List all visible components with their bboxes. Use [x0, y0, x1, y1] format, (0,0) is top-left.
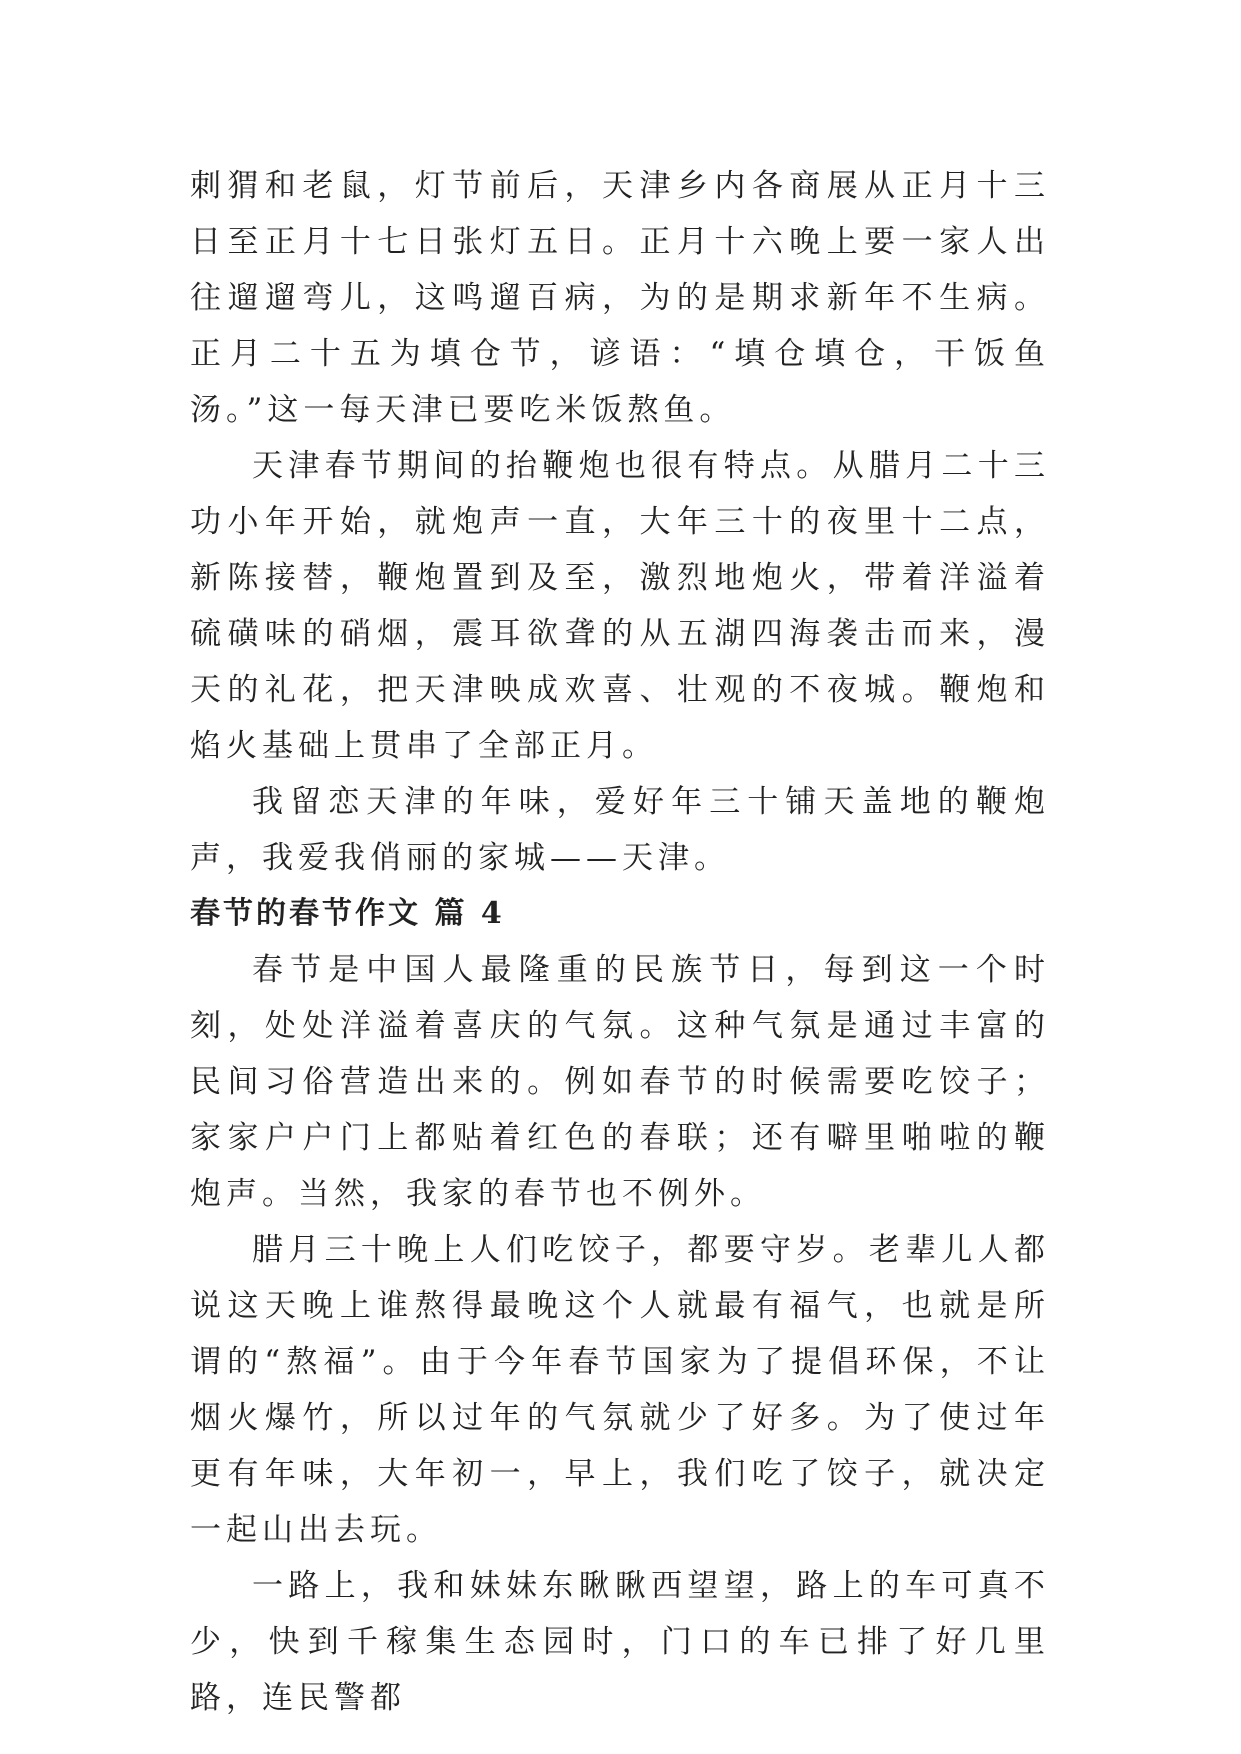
- section-paragraph-1: 春节是中国人最隆重的民族节日，每到这一个时刻，处处洋溢着喜庆的气氛。这种气氛是通过丰富的民间习俗营造出来的。例如春节的时候需要吃饺子；家家户户门上都贴着红色的春联；还有噼里啪啦的鞭炮声。当然，我家的春节也不例外。: [190, 952, 1050, 1212]
- section-heading: 春节的春节作文 篇 4: [190, 896, 505, 931]
- section-paragraph-2: 腊月三十晚上人们吃饺子，都要守岁。老辈儿人都说这天晚上谁熬得最晚这个人就最有福气，也就是所谓的“熬福”。由于今年春节国家为了提倡环保，不让烟火爆竹，所以过年的气氛就少了好多。为了使过年更有年味，大年初一，早上，我们吃了饺子，就决定一起山出去玩。: [190, 1232, 1050, 1548]
- section-paragraph-3: 一路上，我和妹妹东瞅瞅西望望，路上的车可真不少，快到千稼集生态园时，门口的车已排了好几里路，连民警都: [190, 1568, 1050, 1716]
- document-body: [190, 158, 1050, 1726]
- paragraph-2: 天津春节期间的抬鞭炮也很有特点。从腊月二十三功小年开始，就炮声一直，大年三十的夜里十二点，新陈接替，鞭炮置到及至，激烈地炮火，带着洋溢着硫磺味的硝烟，震耳欲聋的从五湖四海袭击而来，漫天的礼花，把天津映成欢喜、壮观的不夜城。鞭炮和焰火基础上贯串了全部正月。: [190, 448, 1050, 764]
- paragraph-3: 我留恋天津的年味，爱好年三十铺天盖地的鞭炮声，我爱我俏丽的家城——天津。: [190, 784, 1050, 876]
- paragraph-1: 刺猬和老鼠，灯节前后，天津乡内各商展从正月十三日至正月十七日张灯五日。正月十六晚上要一家人出往遛遛弯儿，这鸣遛百病，为的是期求新年不生病。正月二十五为填仓节，谚语：“填仓填仓，干饭鱼汤。”这一每天津已要吃米饭熬鱼。: [190, 168, 1050, 428]
